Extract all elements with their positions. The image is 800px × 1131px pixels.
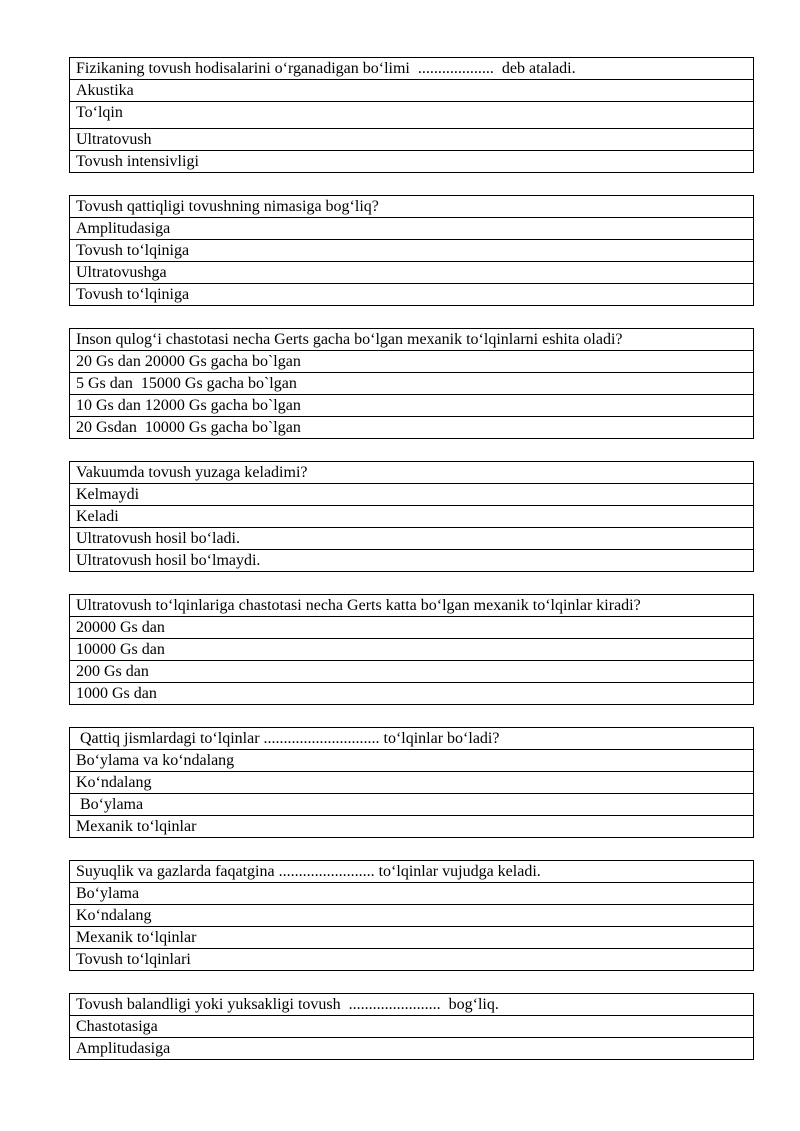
question-table-1 xyxy=(69,57,754,173)
answer-option: Amplitudasiga xyxy=(70,218,754,240)
question-table-7 xyxy=(69,860,754,971)
answer-option: Chastotasiga xyxy=(70,1016,754,1038)
answer-option: Amplitudasiga xyxy=(70,1038,754,1060)
question-table-3 xyxy=(69,328,754,439)
question-table-8 xyxy=(69,993,754,1060)
answer-option: Tovush to‘lqinlari xyxy=(70,949,754,971)
answer-option: Ko‘ndalang xyxy=(70,772,754,794)
answer-option: 20000 Gs dan xyxy=(70,617,754,639)
question-text: Ultratovush to‘lqinlariga chastotasi necha Gerts katta bo‘lgan mexanik to‘lqinlar kiradi? xyxy=(70,595,754,617)
answer-option: Ultratovush hosil bo‘lmaydi. xyxy=(70,550,754,572)
answer-option: 20 Gs dan 20000 Gs gacha bo`lgan xyxy=(70,351,754,373)
answer-option: 200 Gs dan xyxy=(70,661,754,683)
question-text: Tovush balandligi yoki yuksakligi tovush ....................... bog‘liq. xyxy=(70,994,754,1016)
question-table-5 xyxy=(69,594,754,705)
answer-option: Tovush to‘lqiniga xyxy=(70,240,754,262)
answer-option: Bo‘ylama va ko‘ndalang xyxy=(70,750,754,772)
question-text: Qattiq jismlardagi to‘lqinlar ............................. to‘lqinlar bo‘ladi? xyxy=(70,728,754,750)
answer-option: Ultratovushga xyxy=(70,262,754,284)
document-page xyxy=(69,57,754,1082)
answer-option: 20 Gsdan 10000 Gs gacha bo`lgan xyxy=(70,417,754,439)
question-text: Tovush qattiqligi tovushning nimasiga bog‘liq? xyxy=(70,196,754,218)
question-table-4 xyxy=(69,461,754,572)
answer-option: Ko‘ndalang xyxy=(70,905,754,927)
answer-option: Bo‘ylama xyxy=(70,883,754,905)
answer-option: Mexanik to‘lqinlar xyxy=(70,927,754,949)
answer-option: Akustika xyxy=(70,80,754,102)
answer-option: 10000 Gs dan xyxy=(70,639,754,661)
answer-option: Ultratovush xyxy=(70,129,754,151)
question-text: Inson qulog‘i chastotasi necha Gerts gacha bo‘lgan mexanik to‘lqinlarni eshita oladi? xyxy=(70,329,754,351)
answer-option: Tovush to‘lqiniga xyxy=(70,284,754,306)
answer-option: 5 Gs dan 15000 Gs gacha bo`lgan xyxy=(70,373,754,395)
question-table-6 xyxy=(69,727,754,838)
question-text: Suyuqlik va gazlarda faqatgina ........................ to‘lqinlar vujudga keladi. xyxy=(70,861,754,883)
answer-option: Kelmaydi xyxy=(70,484,754,506)
question-text: Vakuumda tovush yuzaga keladimi? xyxy=(70,462,754,484)
answer-option: Keladi xyxy=(70,506,754,528)
answer-option: 10 Gs dan 12000 Gs gacha bo`lgan xyxy=(70,395,754,417)
answer-option: Ultratovush hosil bo‘ladi. xyxy=(70,528,754,550)
answer-option: To‘lqin xyxy=(70,102,754,129)
answer-option: Bo‘ylama xyxy=(70,794,754,816)
answer-option: Mexanik to‘lqinlar xyxy=(70,816,754,838)
answer-option: Tovush intensivligi xyxy=(70,151,754,173)
question-table-2 xyxy=(69,195,754,306)
answer-option: 1000 Gs dan xyxy=(70,683,754,705)
question-text: Fizikaning tovush hodisalarini o‘rganadigan bo‘limi ................... deb ataladi. xyxy=(70,58,754,80)
